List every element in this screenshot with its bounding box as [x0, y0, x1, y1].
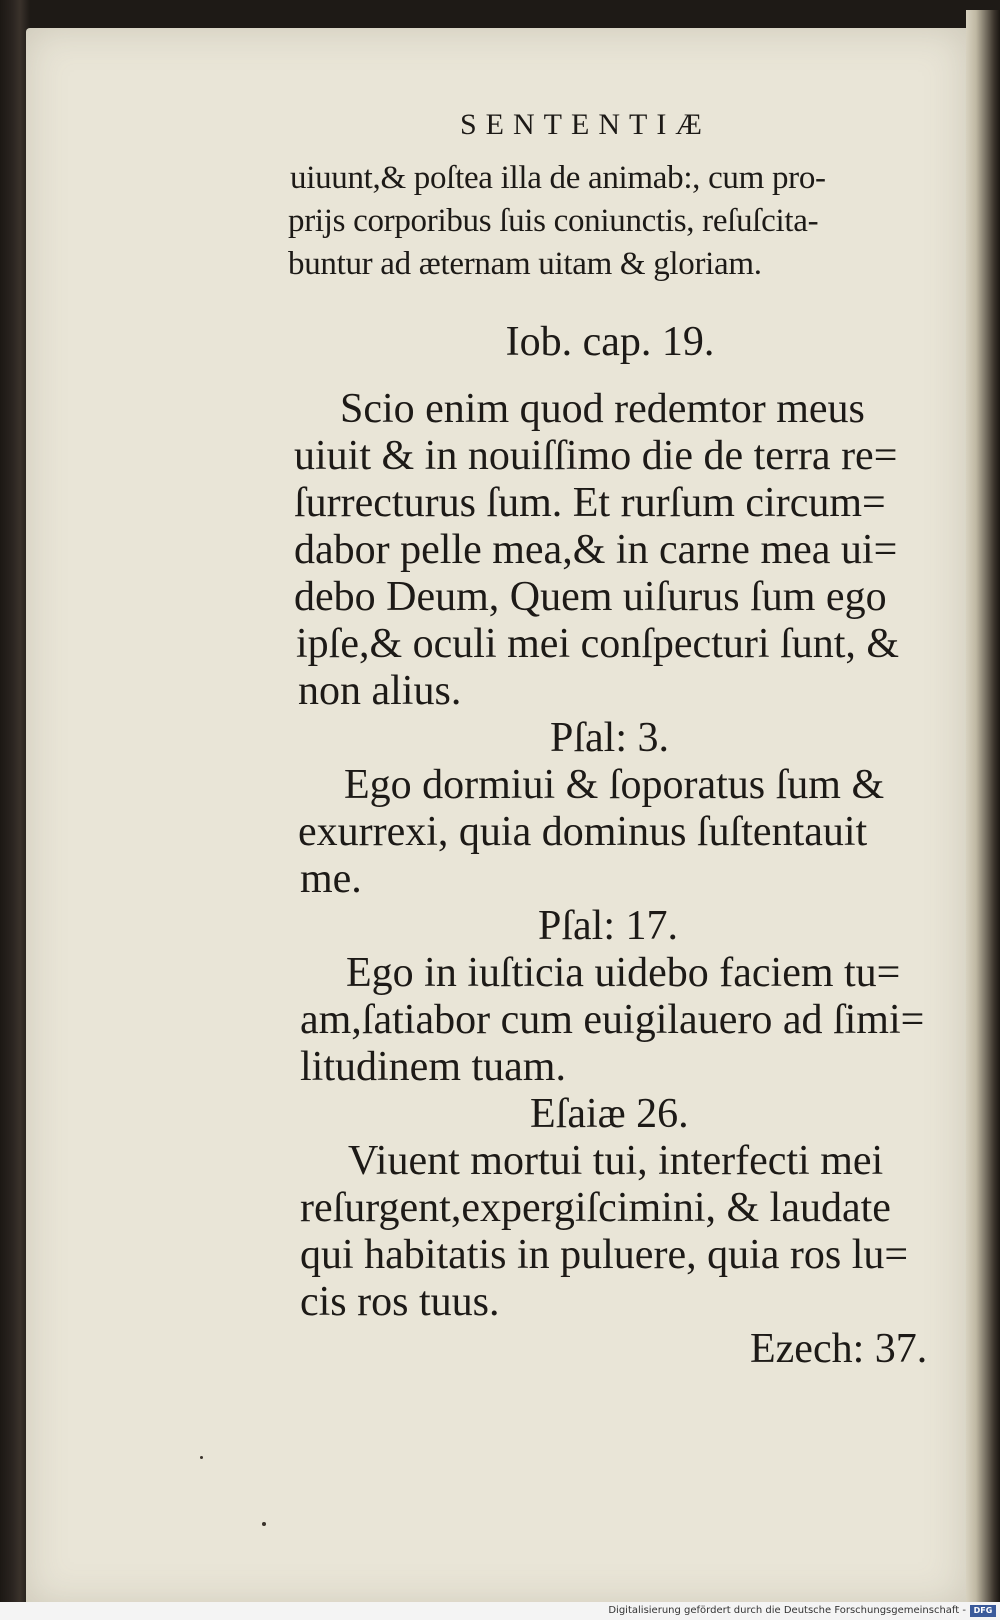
- verse-line: dabor pelle mea,& in carne mea ui=: [294, 527, 898, 573]
- page-gutter-edge: [966, 10, 1000, 1610]
- verse-line: am,ſatiabor cum euigilauero ad ſimi=: [300, 997, 925, 1043]
- section-heading: Pſal: 17.: [538, 903, 679, 949]
- verse-line: Viuent mortui tui, interfecti mei: [348, 1138, 884, 1184]
- verse-line: Ego dormiui & ſoporatus ſum &: [344, 762, 885, 808]
- verse-line: litudinem tuam.: [300, 1044, 566, 1090]
- digitization-footer: [0, 1602, 1000, 1620]
- verse-line: qui habitatis in puluere, quia ros lu=: [300, 1232, 909, 1278]
- verse-line: me.: [300, 856, 362, 902]
- section-heading: Eſaiæ 26.: [530, 1091, 689, 1137]
- section-heading: Iob. cap. 19.: [505, 319, 715, 365]
- intro-line: prijs corporibus ſuis coniunctis, reſuſcita-: [288, 203, 819, 239]
- verse-line: Ego in iuſticia uidebo faciem tu=: [346, 950, 901, 996]
- intro-line: uiuunt,& poſtea illa de animab:, cum pro-: [290, 160, 826, 196]
- verse-line: Scio enim quod redemtor meus: [340, 386, 865, 432]
- verse-line: ſurrecturus ſum. Et rurſum circum=: [294, 480, 886, 526]
- verse-line: reſurgent,expergiſcimini, & laudate: [300, 1185, 891, 1231]
- intro-line: buntur ad æternam uitam & gloriam.: [288, 246, 762, 282]
- dfg-logo-icon: DFG: [970, 1605, 996, 1617]
- paper-speck: [200, 1456, 203, 1459]
- verse-line: debo Deum, Quem uiſurus ſum ego: [294, 574, 887, 620]
- section-heading: Pſal: 3.: [550, 715, 670, 761]
- paper-speck: [262, 1522, 266, 1526]
- verse-line: cis ros tuus.: [300, 1279, 500, 1325]
- verse-line: non alius.: [298, 668, 462, 714]
- verse-line: ipſe,& oculi mei conſpecturi ſunt, &: [296, 621, 900, 667]
- catchword: Ezech: 37.: [750, 1326, 928, 1372]
- verse-line: uiuit & in nouiſſimo die de terra re=: [294, 433, 898, 479]
- verse-line: exurrexi, quia dominus ſuſtentauit: [298, 809, 868, 855]
- footer-credit: Digitalisierung gefördert durch die Deutsche Forschungsgemeinschaft -: [608, 1605, 966, 1616]
- running-head: SENTENTIÆ: [460, 108, 711, 141]
